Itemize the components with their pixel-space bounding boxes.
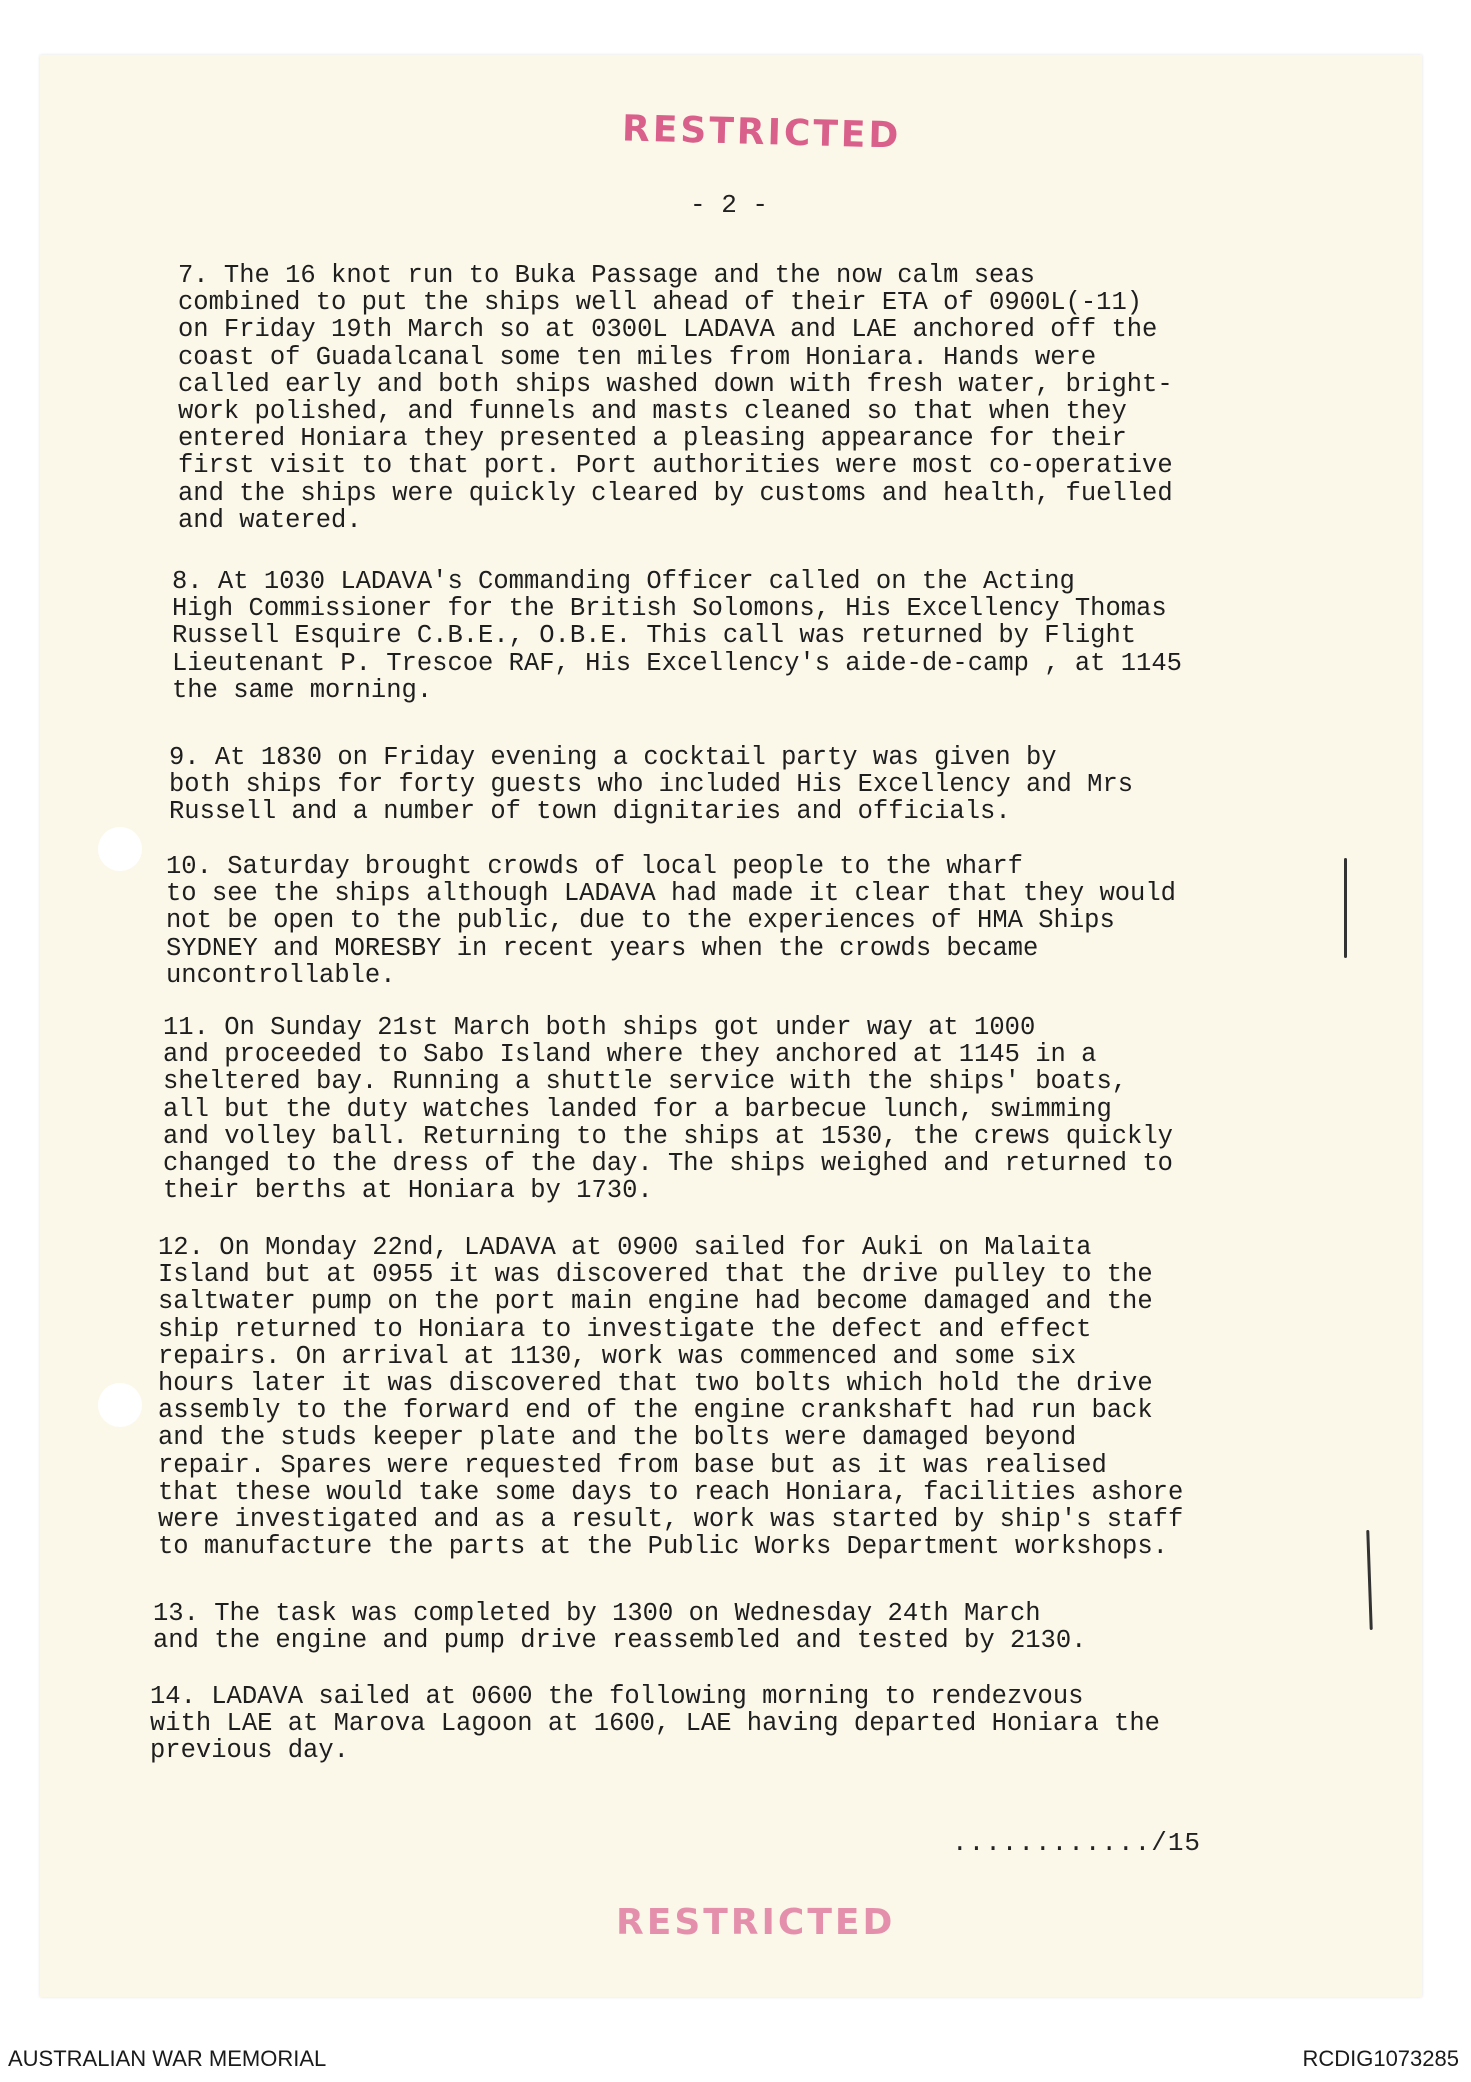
margin-mark-upper <box>1344 858 1347 958</box>
paragraph-8: 8. At 1030 LADAVA's Commanding Officer called on the Acting High Commissioner for the British Solomons, His Excellency Thomas Russell Esquire C.B.E., O.B.E. This call was returned by Flight Lieutenant P. Trescoe RAF, His Excellency's aide-de-camp , at 1145 the same morning. <box>172 567 1182 705</box>
page-number: - 2 - <box>690 190 769 220</box>
continuation-marker: ............/15 <box>952 1828 1202 1858</box>
paragraph-14: 14. LADAVA sailed at 0600 the following morning to rendezvous with LAE at Marova Lagoon at 1600, LAE having departed Honiara the previous day. <box>150 1682 1160 1766</box>
restricted-stamp-bottom: RESTRICTED <box>616 1902 896 1943</box>
paragraph-13: 13. The task was completed by 1300 on Wednesday 24th March and the engine and pump drive reassembled and tested by 2130. <box>153 1599 1087 1656</box>
punch-hole-bottom <box>98 1383 142 1427</box>
record-id: RCDIG1073285 <box>1302 2046 1459 2071</box>
restricted-stamp-top: RESTRICTED <box>621 108 902 157</box>
paragraph-11: 11. On Sunday 21st March both ships got under way at 1000 and proceeded to Sabo Island where they anchored at 1145 in a sheltered bay. Running a shuttle service with the ships' boats, all but the duty watches landed for a barbecue lunch, swimming and volley ball. Returning to the ships at 1530, the crews quickly changed to the dress of the day. The ships weighed and returned to their berths at Honiara by 1730. <box>163 1013 1173 1206</box>
paragraph-10: 10. Saturday brought crowds of local people to the wharf to see the ships although LADAVA had made it clear that they would not be open to the public, due to the experiences of HMA Ships SYDNEY and MORESBY in recent years when the crowds became uncontrollable. <box>166 852 1176 990</box>
paragraph-7: 7. The 16 knot run to Buka Passage and the now calm seas combined to put the ships well ahead of their ETA of 0900L(-11) on Friday 19th March so at 0300L LADAVA and LAE anchored off the coast of Guadalcanal some ten miles from Honiara. Hands were called early and both ships washed down with fresh water, bright- work polished, and funnels and masts cleaned so that when they entered Honiara they presented a pleasing appearance for their first visit to that port. Port authorities were most co-operative and the ships were quickly cleared by customs and health, fuelled and watered. <box>178 261 1173 535</box>
punch-hole-top <box>98 827 142 871</box>
paragraph-12: 12. On Monday 22nd, LADAVA at 0900 sailed for Auki on Malaita Island but at 0955 it was discovered that the drive pulley to the saltwater pump on the port main engine had become damaged and the ship returned to Honiara to investigate the defect and effect repairs. On arrival at 1130, work was commenced and some six hours later it was discovered that two bolts which hold the drive assembly to the forward end of the engine crankshaft had run back and the studs keeper plate and the bolts were damaged beyond repair. Spares were requested from base but as it was realised that these would take some days to reach Honiara, facilities ashore were investigated and as a result, work was started by ship's staff to manufacture the parts at the Public Works Department workshops. <box>158 1233 1184 1562</box>
archive-name: AUSTRALIAN WAR MEMORIAL <box>8 2046 327 2071</box>
paragraph-9: 9. At 1830 on Friday evening a cocktail party was given by both ships for forty guests who included His Excellency and Mrs Russell and a number of town dignitaries and officials. <box>169 743 1134 827</box>
